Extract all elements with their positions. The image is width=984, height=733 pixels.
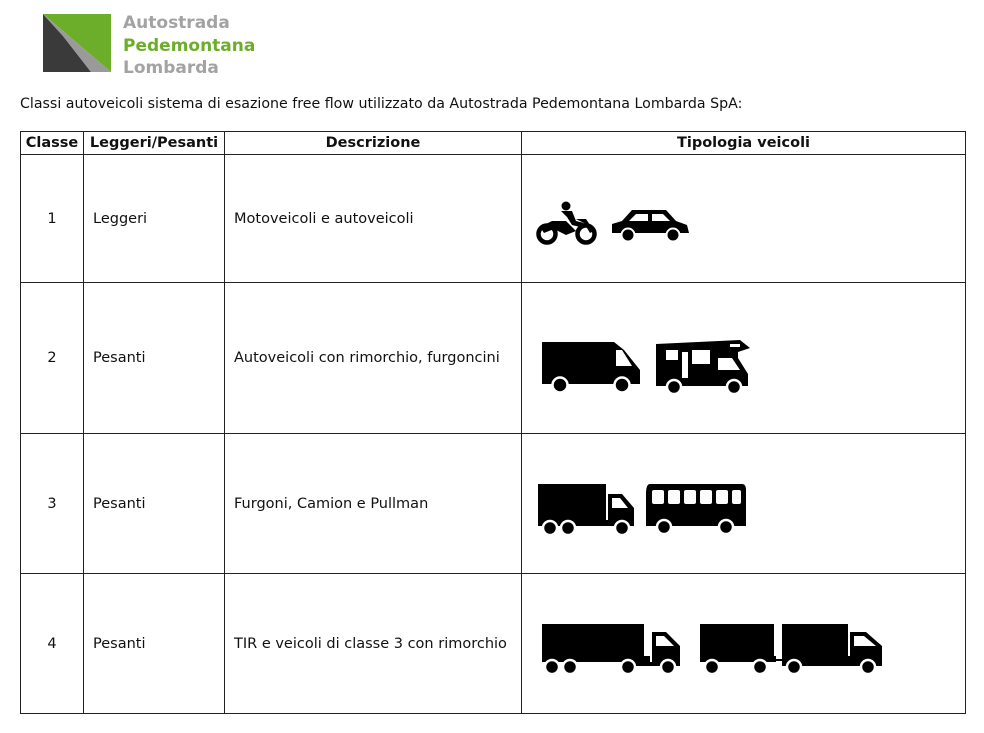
- cell-tipologia: [522, 574, 966, 714]
- cell-classe: 3: [21, 434, 84, 574]
- table-row: [21, 434, 966, 574]
- cell-descrizione: Furgoni, Camion e Pullman: [225, 434, 522, 574]
- cell-tipologia: [522, 434, 966, 574]
- cell-classe: 1: [21, 155, 84, 283]
- camper-icon: [654, 338, 752, 396]
- car-icon: [610, 206, 690, 242]
- logo-line-3: Lombarda: [123, 58, 219, 78]
- header-leggeri-pesanti: Leggeri/Pesanti: [84, 132, 225, 155]
- table-row: [21, 574, 966, 714]
- logo-line-1: Autostrada: [123, 13, 230, 33]
- table-row: [21, 283, 966, 434]
- cell-tipo: Pesanti: [84, 283, 225, 434]
- cell-tipo: Pesanti: [84, 434, 225, 574]
- van-icon: [540, 340, 642, 394]
- bus-icon: [644, 482, 748, 538]
- cell-descrizione: Autoveicoli con rimorchio, furgoncini: [225, 283, 522, 434]
- logo-wordmark: [123, 12, 255, 80]
- header-descrizione: Descrizione: [225, 132, 522, 155]
- cell-tipologia: [522, 283, 966, 434]
- truck-icon: [536, 482, 636, 538]
- cell-tipo: Leggeri: [84, 155, 225, 283]
- semi-trailer-truck-icon: [540, 622, 682, 678]
- company-logo: [43, 12, 273, 76]
- table-header-row: [21, 132, 966, 155]
- logo-line-2: Pedemontana: [123, 35, 256, 56]
- cell-tipologia: [522, 155, 966, 283]
- table-row: [21, 155, 966, 283]
- intro-text: Classi autoveicoli sistema di esazione free flow utilizzato da Autostrada Pedemontana Lombarda SpA:: [20, 96, 743, 112]
- cell-descrizione: TIR e veicoli di classe 3 con rimorchio: [225, 574, 522, 714]
- cell-classe: 2: [21, 283, 84, 434]
- logo-mark-icon: [43, 14, 111, 72]
- vehicle-class-table: [20, 131, 966, 714]
- truck-with-trailer-icon: [698, 622, 884, 678]
- motorcycle-icon: [536, 201, 598, 247]
- header-classe: Classe: [21, 132, 84, 155]
- cell-classe: 4: [21, 574, 84, 714]
- cell-descrizione: Motoveicoli e autoveicoli: [225, 155, 522, 283]
- header-tipologia-veicoli: Tipologia veicoli: [522, 132, 966, 155]
- cell-tipo: Pesanti: [84, 574, 225, 714]
